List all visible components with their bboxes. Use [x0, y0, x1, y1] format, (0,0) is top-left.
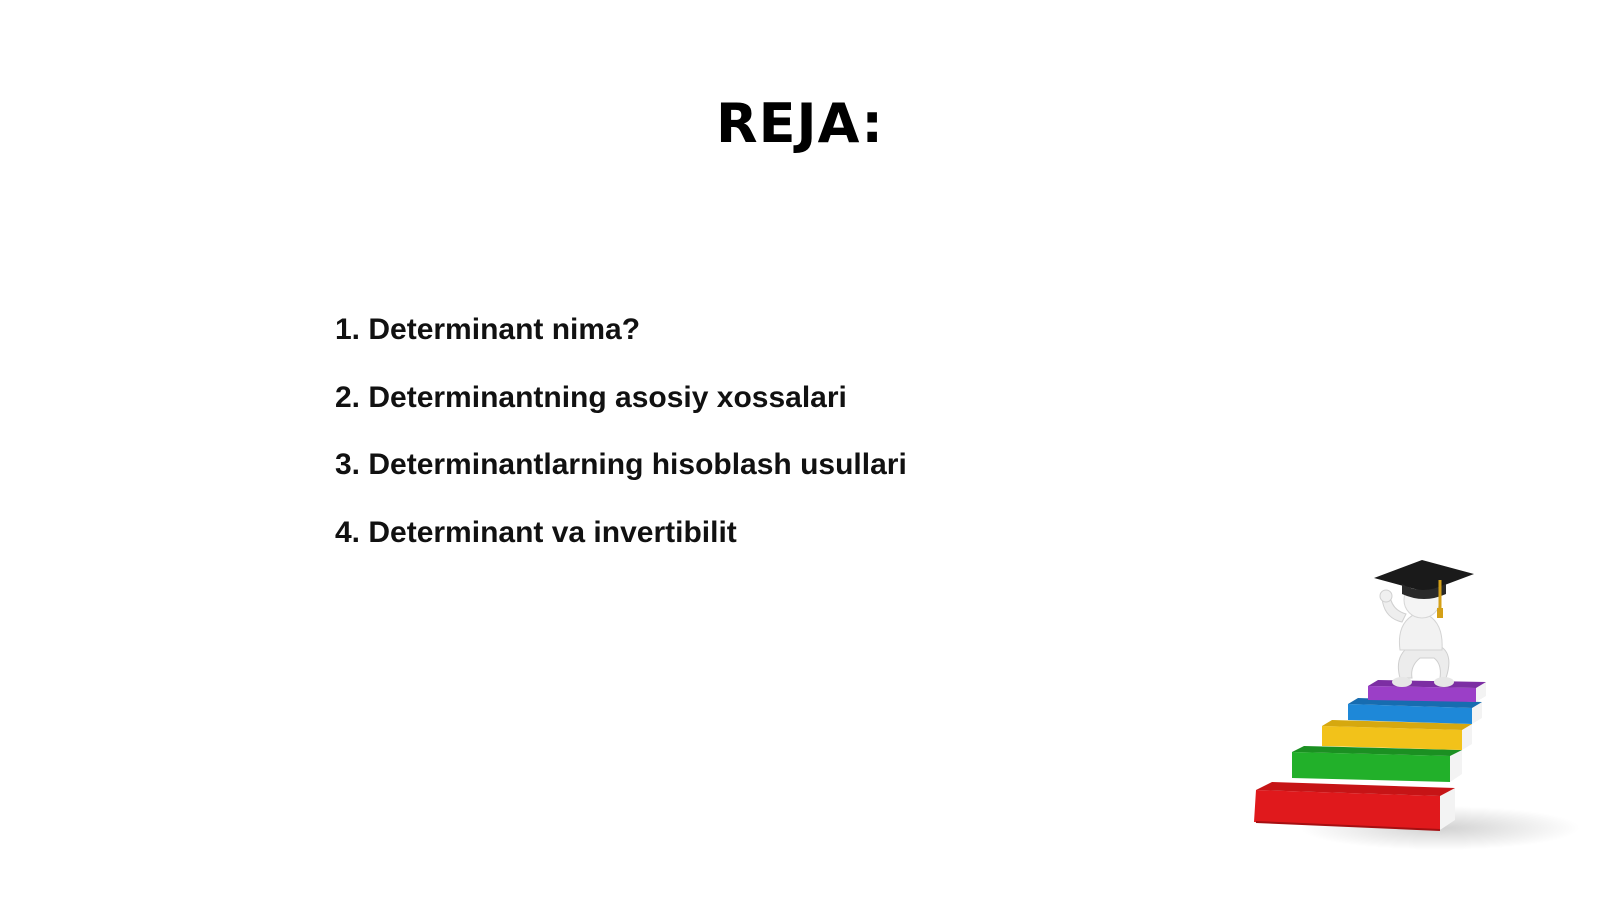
graduate-on-books-icon — [1250, 560, 1580, 860]
agenda-item-1: 1. Determinant nima? — [335, 313, 641, 346]
yellow-book — [1322, 720, 1472, 750]
red-book — [1254, 782, 1455, 830]
green-book — [1292, 746, 1462, 782]
purple-book — [1368, 680, 1486, 702]
agenda-list — [335, 313, 907, 583]
slide-title: REJA: — [716, 92, 884, 155]
agenda-item-3: 3. Determinantlarning hisoblash usullari — [335, 448, 907, 481]
blue-book — [1348, 698, 1482, 724]
agenda-item-4: 4. Determinant va invertibilit — [335, 515, 737, 549]
agenda-item-2: 2. Determinantning asosiy xossalari — [335, 380, 847, 414]
